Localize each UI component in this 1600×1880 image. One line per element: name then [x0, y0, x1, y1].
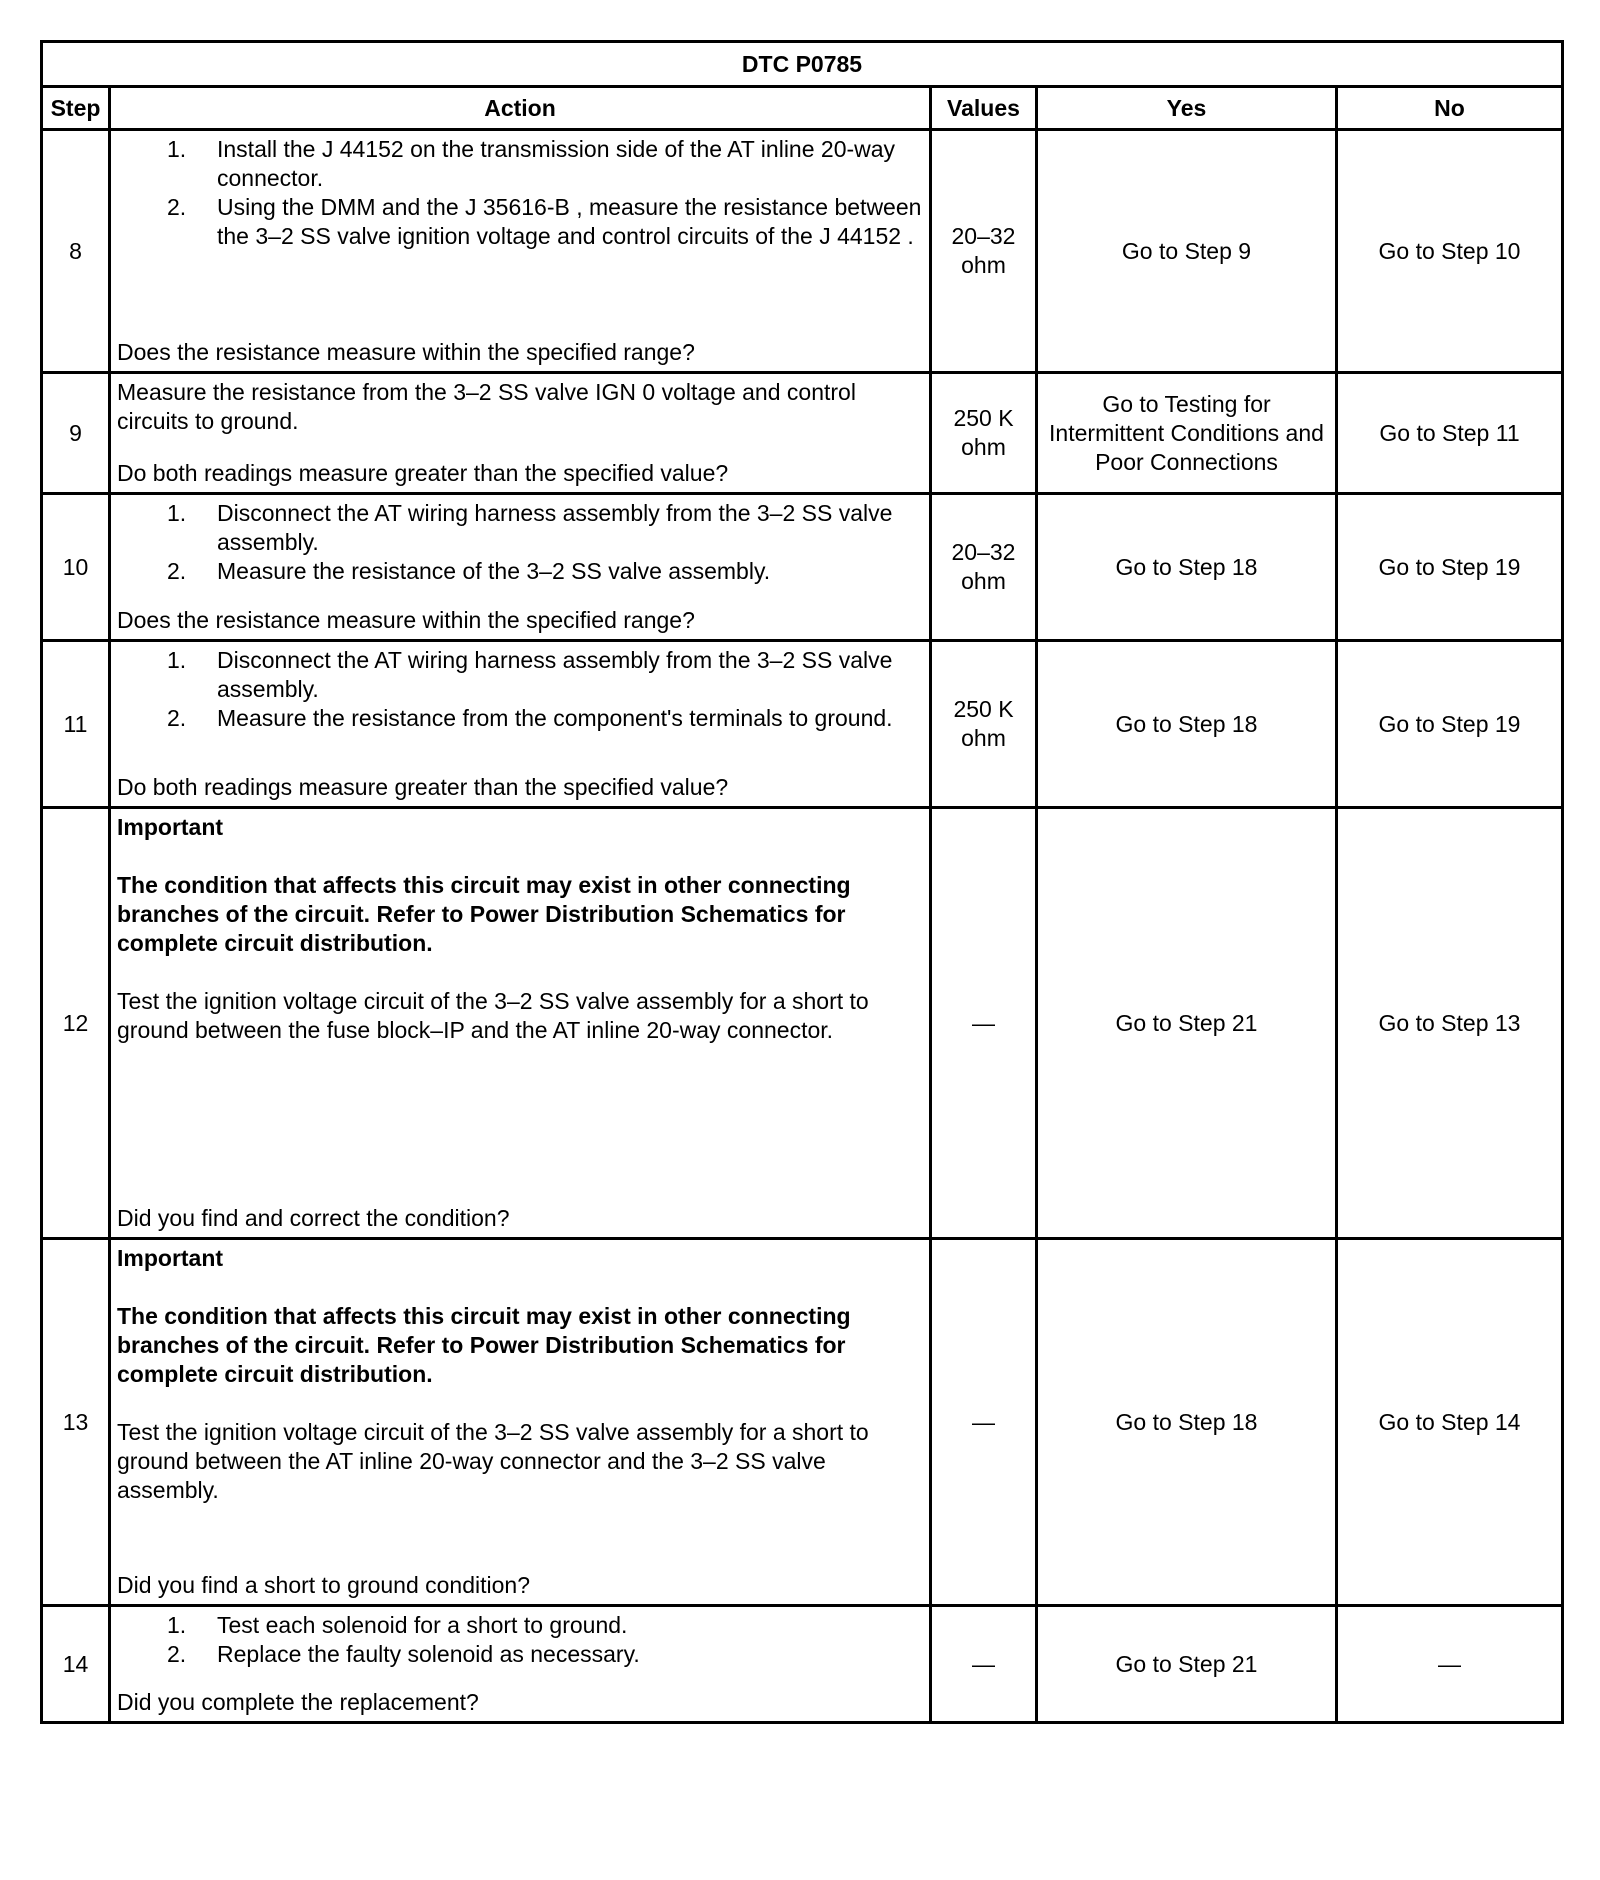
- action-cell: [110, 494, 931, 641]
- no-cell: —: [1337, 1606, 1563, 1723]
- yes-cell: Go to Step 18: [1037, 641, 1337, 808]
- values-cell: 250 K ohm: [931, 373, 1037, 494]
- action-cell: [110, 1606, 931, 1723]
- table-row: [42, 1606, 1563, 1723]
- action-question: Does the resistance measure within the specified range?: [117, 607, 695, 633]
- action-cell: [110, 808, 931, 1239]
- step-number: 13: [42, 1239, 110, 1606]
- action-text: Test the ignition voltage circuit of the 3–2 SS valve assembly for a short to ground between the AT inline 20-way connector and the 3–2 SS valve assembly.: [117, 1419, 869, 1503]
- table-row: [42, 494, 1563, 641]
- values-cell: 250 K ohm: [931, 641, 1037, 808]
- table-row: [42, 641, 1563, 808]
- table-row: [42, 373, 1563, 494]
- action-question: Does the resistance measure within the specified range?: [117, 339, 695, 365]
- header-no: No: [1337, 87, 1563, 130]
- list-item: 2. Measure the resistance of the 3–2 SS valve assembly.: [167, 558, 771, 584]
- values-cell: —: [931, 1239, 1037, 1606]
- yes-cell: Go to Step 21: [1037, 1606, 1337, 1723]
- values-cell: 20–32 ohm: [931, 494, 1037, 641]
- header-yes: Yes: [1037, 87, 1337, 130]
- yes-cell: Go to Step 9: [1037, 130, 1337, 373]
- header-values: Values: [931, 87, 1037, 130]
- no-cell: Go to Step 13: [1337, 808, 1563, 1239]
- yes-cell: Go to Testing for Intermittent Conditions and Poor Connections: [1037, 373, 1337, 494]
- table-row: [42, 130, 1563, 373]
- table-title: DTC P0785: [42, 42, 1563, 87]
- action-question: Did you find and correct the condition?: [117, 1205, 510, 1231]
- header-action: Action: [110, 87, 931, 130]
- action-cell: [110, 641, 931, 808]
- list-item: 1. Disconnect the AT wiring harness assembly from the 3–2 SS valve assembly.: [167, 500, 893, 555]
- list-item: 1. Install the J 44152 on the transmission side of the AT inline 20-way connector.: [167, 136, 896, 191]
- action-cell: [110, 130, 931, 373]
- list-item: 2. Measure the resistance from the component's terminals to ground.: [167, 705, 893, 731]
- instruction-list: [117, 135, 923, 251]
- instruction-list: [117, 646, 923, 733]
- action-question: Do both readings measure greater than the specified value?: [117, 460, 729, 486]
- header-step: Step: [42, 87, 110, 130]
- instruction-list: [117, 499, 923, 586]
- instruction-list: [117, 1611, 923, 1669]
- no-cell: Go to Step 19: [1337, 641, 1563, 808]
- table-row: [42, 808, 1563, 1239]
- action-text: Measure the resistance from the 3–2 SS valve IGN 0 voltage and control circuits to ground.: [117, 379, 856, 434]
- important-title: Important: [117, 814, 224, 840]
- no-cell: Go to Step 10: [1337, 130, 1563, 373]
- action-text: Test the ignition voltage circuit of the 3–2 SS valve assembly for a short to ground between the fuse block–IP and the AT inline 20-way connector.: [117, 988, 869, 1043]
- important-text: The condition that affects this circuit may exist in other connecting branches of the circuit. Refer to Power Distribution Schematics for complete circuit distribution.: [117, 1303, 851, 1387]
- step-number: 10: [42, 494, 110, 641]
- action-cell: [110, 1239, 931, 1606]
- important-text: The condition that affects this circuit may exist in other connecting branches of the circuit. Refer to Power Distribution Schematics for complete circuit distribution.: [117, 872, 851, 956]
- yes-cell: Go to Step 18: [1037, 494, 1337, 641]
- table-row: [42, 1239, 1563, 1606]
- no-cell: Go to Step 19: [1337, 494, 1563, 641]
- list-item: 1. Disconnect the AT wiring harness assembly from the 3–2 SS valve assembly.: [167, 647, 893, 702]
- table-header-row: [42, 87, 1563, 130]
- yes-cell: Go to Step 18: [1037, 1239, 1337, 1606]
- action-question: Did you find a short to ground condition?: [117, 1572, 530, 1598]
- yes-cell: Go to Step 21: [1037, 808, 1337, 1239]
- list-item: 2. Replace the faulty solenoid as necessary.: [167, 1641, 640, 1667]
- action-cell: [110, 373, 931, 494]
- no-cell: Go to Step 14: [1337, 1239, 1563, 1606]
- no-cell: Go to Step 11: [1337, 373, 1563, 494]
- table-title-row: [42, 42, 1563, 87]
- step-number: 9: [42, 373, 110, 494]
- action-question: Do both readings measure greater than the specified value?: [117, 774, 729, 800]
- step-number: 14: [42, 1606, 110, 1723]
- values-cell: 20–32 ohm: [931, 130, 1037, 373]
- values-cell: —: [931, 1606, 1037, 1723]
- step-number: 12: [42, 808, 110, 1239]
- values-cell: —: [931, 808, 1037, 1239]
- step-number: 8: [42, 130, 110, 373]
- action-question: Did you complete the replacement?: [117, 1689, 479, 1715]
- step-number: 11: [42, 641, 110, 808]
- list-item: 1. Test each solenoid for a short to ground.: [167, 1612, 628, 1638]
- dtc-table: [40, 40, 1564, 1724]
- list-item: 2. Using the DMM and the J 35616-B , measure the resistance between the 3–2 SS valve ignition voltage and control circuits of the J 44152 .: [167, 194, 922, 249]
- important-title: Important: [117, 1245, 224, 1271]
